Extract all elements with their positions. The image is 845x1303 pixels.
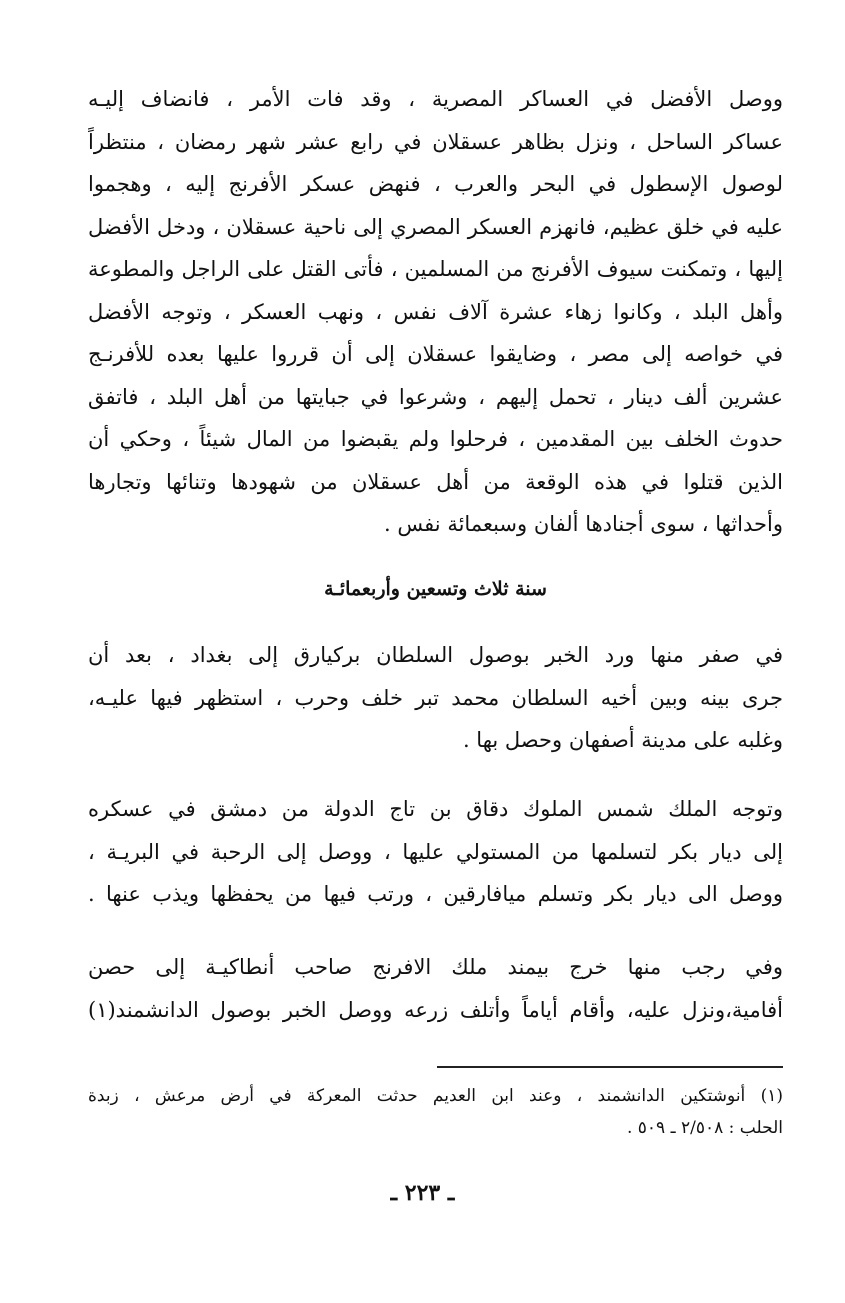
- text-line: ووصل الى ديار بكر وتسلم ميافارقين ، ورتب فيها من يحفظها ويذب عنها .: [88, 882, 783, 906]
- footnote-separator: [437, 1066, 783, 1068]
- text-line: وأهل البلد ، وكانوا زهاء عشرة آلاف نفس ، ونهب العسكر ، وتوجه الأفضل: [88, 299, 783, 324]
- text-line: وغلبه على مدينة أصفهان وحصل بها .: [462, 728, 783, 752]
- footnote: [88, 1080, 783, 1144]
- text-line: جرى بينه وبين أخيه السلطان محمد تبر خلف وحرب ، استظهر فيها عليـه،: [88, 685, 783, 710]
- text-line: وأحداثها ، سوى أجنادها ألفان وسبعمائة نفس .: [384, 512, 783, 536]
- text-line: وفي رجب منها خرج بيمند ملك الافرنج صاحب أنطاكيـة إلى حصن: [88, 955, 783, 979]
- page-number: ـ ٢٢٣ ـ: [390, 1180, 455, 1206]
- text-line: لوصول الإسطول في البحر والعرب ، فنهض عسكر الأفرنج إليه ، وهجموا: [88, 172, 783, 196]
- footnote-line: (١) أنوشتكين الدانشمند ، وعند ابن العديم حدثت المعركة في أرض مرعش ، زبدة: [88, 1086, 783, 1106]
- text-line: عليه في خلق عظيم، فانهزم العسكر المصري إلى ناحية عسقلان ، ودخل الأفضل: [88, 214, 783, 239]
- text-line: إليها ، وتمكنت سيوف الأفرنج من المسلمين ، فأتى القتل على الراجل والمطوعة: [88, 257, 783, 281]
- text-line: إلى ديار بكر لتسلمها من المستولي عليها ، ووصل إلى الرحبة في البريـة ،: [88, 839, 783, 864]
- paragraph-2: [88, 634, 783, 762]
- text-line: حدوث الخلف بين المقدمين ، فرحلوا ولم يقبضوا من المال شيئاً ، وحكي أن: [88, 427, 783, 451]
- text-line: ووصل الأفضل في العساكر المصرية ، وقد فات الأمر ، فانضاف إليـه: [88, 87, 783, 111]
- paragraph-3: [88, 788, 783, 916]
- text-line: في صفر منها ورد الخبر بوصول السلطان بركيارق إلى بغداد ، بعد أن: [88, 643, 783, 667]
- text-line: وتوجه الملك شمس الملوك دقاق بن تاج الدولة من دمشق في عسكره: [88, 797, 783, 821]
- text-line: عشرين ألف دينار ، تحمل إليهم ، وشرعوا في جبايتها من أهل البلد ، فاتفق: [88, 384, 783, 409]
- text-line: أفامية،ونزل عليه، وأقام أياماً وأتلف زرعه ووصل الخبر بوصول الدانشمند(١): [88, 997, 783, 1022]
- text-line: عساكر الساحل ، ونزل بظاهر عسقلان في رابع عشر شهر رمضان ، منتظراً: [88, 129, 783, 154]
- text-line: الذين قتلوا في هذه الوقعة من أهل عسقلان من شهودها وتنائها وتجارها: [88, 469, 783, 494]
- text-line: في خواصه إلى مصر ، وضايقوا عسقلان إلى أن قرروا عليها بعده للأفرنـج: [88, 342, 783, 366]
- paragraph-1: [88, 78, 783, 546]
- paragraph-4: [88, 946, 783, 1031]
- footnote-line: الحلب : ٢/٥٠٨ ـ ٥٠٩ .: [626, 1118, 783, 1138]
- section-heading: سنة ثلاث وتسعين وأربعمائـة: [324, 578, 547, 600]
